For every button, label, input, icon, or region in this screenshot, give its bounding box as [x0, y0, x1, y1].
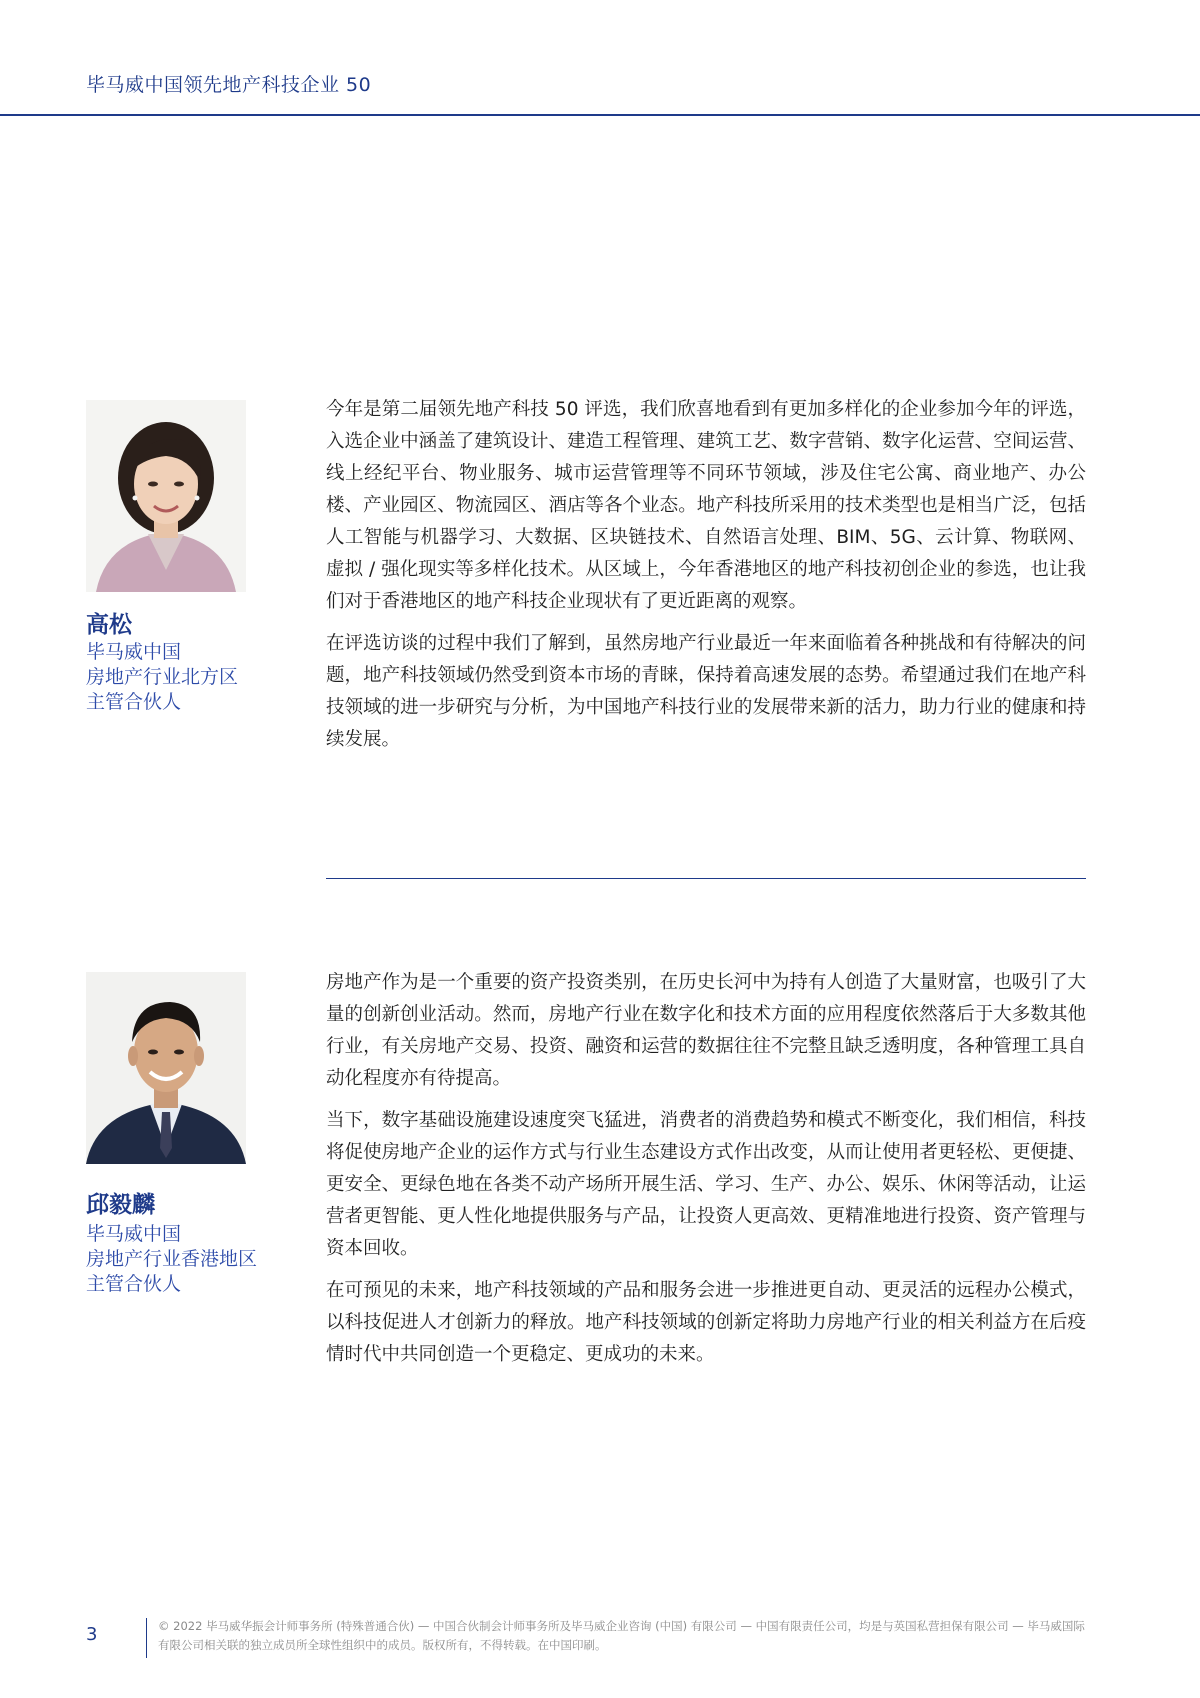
person-name: 邱毅麟 — [86, 1192, 155, 1218]
portrait-photo-qiu-yi-lin — [86, 972, 246, 1164]
role-line: 主管合伙人 — [86, 1273, 182, 1295]
statement-gao-song — [326, 394, 1086, 766]
header-divider — [0, 114, 1200, 116]
paragraph: 今年是第二届领先地产科技 50 评选，我们欣喜地看到有更加多样化的企业参加今年的评选，入选企业中涵盖了建筑设计、建造工程管理、建筑工艺、数字营销、数字化运营、空间运营、线上经纪平台、物业服务、城市运营管理等不同环节领域，涉及住宅公寓、商业地产、办公楼、产业园区、物流园区、酒店等各个业态。地产科技所采用的技术类型也是相当广泛，包括人工智能与机器学习、大数据、区块链技术、自然语言处理、BIM、5G、云计算、物联网、虚拟 / 强化现实等多样化技术。从区域上，今年香港地区的地产科技初创企业的参选，也让我们对于香港地区的地产科技企业现状有了更近距离的观察。 — [326, 399, 1086, 612]
person-name: 高松 — [86, 612, 132, 638]
paragraph: 在可预见的未来，地产科技领域的产品和服务会进一步推进更自动、更灵活的远程办公模式，以科技促进人才创新力的释放。地产科技领域的创新定将助力房地产行业的相关利益方在后疫情时代中共同创造一个更稳定、更成功的未来。 — [326, 1280, 1086, 1365]
footer-divider — [146, 1618, 147, 1658]
paragraph: 当下，数字基础设施建设速度突飞猛进，消费者的消费趋势和模式不断变化，我们相信，科技将促使房地产企业的运作方式与行业生态建设方式作出改变，从而让使用者更轻松、更便捷、更安全、更绿色地在各类不动产场所开展生活、学习、生产、办公、娱乐、休闲等活动，让运营者更智能、更人性化地提供服务与产品，让投资人更高效、更精准地进行投资、资产管理与资本回收。 — [326, 1110, 1086, 1259]
header-title: 毕马威中国领先地产科技企业 50 — [86, 74, 372, 96]
male-portrait-image — [86, 972, 246, 1164]
role-line: 房地产行业香港地区 — [86, 1248, 258, 1270]
paragraph: 在评选访谈的过程中我们了解到，虽然房地产行业最近一年来面临着各种挑战和有待解决的问题，地产科技领域仍然受到资本市场的青睐，保持着高速发展的态势。希望通过我们在地产科技领域的进一步研究与分析，为中国地产科技行业的发展带来新的活力，助力行业的健康和持续发展。 — [326, 633, 1086, 750]
person-role — [86, 640, 286, 715]
paragraph: 房地产作为是一个重要的资产投资类别，在历史长河中为持有人创造了大量财富，也吸引了大量的创新创业活动。然而，房地产行业在数字化和技术方面的应用程度依然落后于大多数其他行业，有关房地产交易、投资、融资和运营的数据往往不完整且缺乏透明度，各种管理工具自动化程度亦有待提高。 — [326, 972, 1086, 1089]
role-line: 主管合伙人 — [86, 691, 182, 713]
role-line: 毕马威中国 — [86, 641, 182, 663]
role-line: 毕马威中国 — [86, 1223, 182, 1245]
person-role — [86, 1222, 286, 1297]
statement-qiu-yi-lin — [326, 967, 1086, 1381]
female-portrait-image — [86, 400, 246, 592]
page-number: 3 — [86, 1624, 98, 1645]
footer-copyright: © 2022 毕马威华振会计师事务所 (特殊普通合伙) — 中国合伙制会计师事务所及毕马威企业咨询 (中国) 有限公司 — 中国有限责任公司，均是与英国私营担保有限公司 — 毕马威国际有限公司相关联的独立成员所全球性组织中的成员。版权所有，不得转载。在中国印刷。 — [158, 1619, 1085, 1652]
role-line: 房地产行业北方区 — [86, 666, 239, 688]
section-divider — [326, 878, 1086, 879]
portrait-photo-gao-song — [86, 400, 246, 592]
